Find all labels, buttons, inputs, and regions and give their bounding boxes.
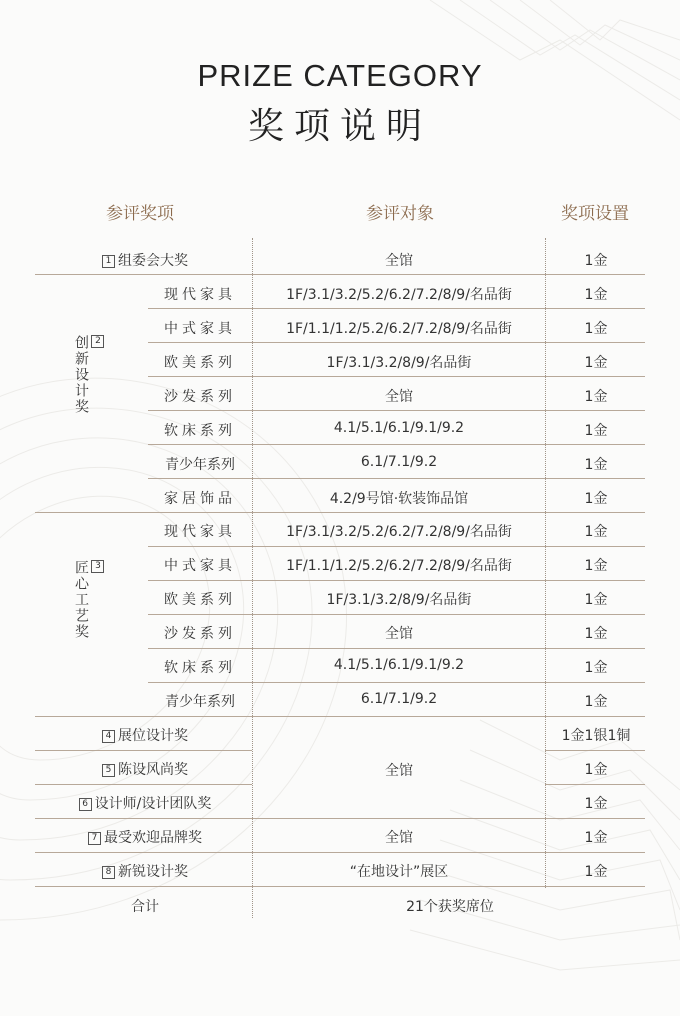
- g2-sub-5: 软床系列: [164, 423, 236, 439]
- g2-sub-3: 欧美系列: [164, 355, 236, 371]
- row-divider: [148, 444, 645, 445]
- g2-setting-1: 1金: [584, 287, 608, 303]
- g2-target-3: 1F/3.1/3.2/8/9/名品街: [326, 355, 472, 371]
- g3-setting-1: 1金: [584, 524, 608, 540]
- g2-target-2: 1F/1.1/1.2/5.2/6.2/7.2/8/9/名品街: [286, 321, 512, 337]
- row-4-category: 4 展位设计奖: [40, 725, 250, 745]
- g3-target-3: 1F/3.1/3.2/8/9/名品街: [326, 592, 472, 608]
- group-3-label: 3 匠心工艺奖: [73, 560, 103, 640]
- total-value: 21个获奖席位: [406, 899, 494, 915]
- g3-sub-3: 欧美系列: [164, 592, 236, 608]
- g3-target-1: 1F/3.1/3.2/5.2/6.2/7.2/8/9/名品街: [286, 524, 512, 540]
- g3-sub-1: 现代家具: [164, 524, 236, 540]
- g3-target-5: 4.1/5.1/6.1/9.1/9.2: [333, 657, 465, 673]
- row-divider: [148, 648, 645, 649]
- row-divider: [35, 784, 252, 785]
- row-divider: [545, 784, 645, 785]
- row-7-category: 7 最受欢迎品牌奖: [40, 827, 250, 847]
- g3-target-2: 1F/1.1/1.2/5.2/6.2/7.2/8/9/名品街: [286, 558, 512, 574]
- g3-setting-3: 1金: [584, 592, 608, 608]
- g2-sub-4: 沙发系列: [164, 389, 236, 405]
- row-8-category: 8 新锐设计奖: [40, 861, 250, 881]
- page-title-english: PRIZE CATEGORY: [197, 58, 483, 93]
- page-title-chinese: 奖项说明: [247, 106, 432, 147]
- g3-sub-5: 软床系列: [164, 660, 236, 676]
- header-target: 参评对象: [366, 204, 434, 224]
- g2-setting-3: 1金: [584, 355, 608, 371]
- row-6-setting: 1金: [584, 796, 608, 812]
- row-divider: [35, 886, 645, 887]
- g2-setting-5: 1金: [584, 423, 608, 439]
- g2-target-5: 4.1/5.1/6.1/9.1/9.2: [333, 420, 465, 436]
- row-8-target: “在地设计”展区: [349, 864, 449, 880]
- row-5-category: 5 陈设风尚奖: [40, 759, 250, 779]
- g2-sub-2: 中式家具: [164, 321, 236, 337]
- group-2-label: 2 创新设计奖: [73, 335, 103, 415]
- g3-setting-6: 1金: [584, 694, 608, 710]
- row-divider: [545, 750, 645, 751]
- row-divider: [148, 342, 645, 343]
- g2-setting-7: 1金: [584, 491, 608, 507]
- row-divider: [148, 410, 645, 411]
- row-divider: [35, 716, 645, 717]
- column-divider-2: [545, 238, 546, 888]
- g3-setting-2: 1金: [584, 558, 608, 574]
- g3-target-6: 6.1/7.1/9.2: [360, 691, 438, 707]
- g2-target-4: 全馆: [385, 389, 413, 405]
- row-divider: [148, 682, 645, 683]
- g2-setting-6: 1金: [584, 457, 608, 473]
- g2-target-1: 1F/3.1/3.2/5.2/6.2/7.2/8/9/名品街: [286, 287, 512, 303]
- total-label: 合计: [131, 899, 159, 915]
- row-5-setting: 1金: [584, 762, 608, 778]
- row-divider: [35, 852, 645, 853]
- g2-setting-4: 1金: [584, 389, 608, 405]
- row-divider: [35, 274, 645, 275]
- row-7-target: 全馆: [385, 830, 413, 846]
- row-divider: [148, 546, 645, 547]
- g2-sub-7: 家居饰品: [164, 491, 236, 507]
- g2-sub-6: 青少年系列: [165, 457, 235, 473]
- g3-sub-6: 青少年系列: [165, 694, 235, 710]
- rows-4-6-target: 全馆: [385, 763, 413, 779]
- row-8-setting: 1金: [584, 864, 608, 880]
- g2-target-7: 4.2/9号馆·软装饰品馆: [329, 491, 469, 507]
- row-divider: [35, 512, 645, 513]
- row-7-setting: 1金: [584, 830, 608, 846]
- row-4-setting: 1金1银1铜: [561, 728, 631, 744]
- header-setting: 奖项设置: [561, 204, 629, 224]
- g2-setting-2: 1金: [584, 321, 608, 337]
- row-divider: [148, 308, 645, 309]
- row-divider: [148, 580, 645, 581]
- row-divider: [148, 478, 645, 479]
- g3-sub-4: 沙发系列: [164, 626, 236, 642]
- row-6-category: 6 设计师/设计团队奖: [40, 793, 250, 813]
- g3-target-4: 全馆: [385, 626, 413, 642]
- row-divider: [148, 376, 645, 377]
- header-category: 参评奖项: [106, 204, 174, 224]
- row-1-category: 1 组委会大奖: [40, 250, 250, 270]
- row-divider: [35, 818, 645, 819]
- row-divider: [35, 750, 252, 751]
- g3-setting-5: 1金: [584, 660, 608, 676]
- column-divider-1: [252, 238, 253, 918]
- g2-sub-1: 现代家具: [164, 287, 236, 303]
- row-divider: [148, 614, 645, 615]
- g3-setting-4: 1金: [584, 626, 608, 642]
- g2-target-6: 6.1/7.1/9.2: [360, 454, 438, 470]
- row-1-target: 全馆: [385, 253, 413, 269]
- row-1-setting: 1金: [584, 253, 608, 269]
- g3-sub-2: 中式家具: [164, 558, 236, 574]
